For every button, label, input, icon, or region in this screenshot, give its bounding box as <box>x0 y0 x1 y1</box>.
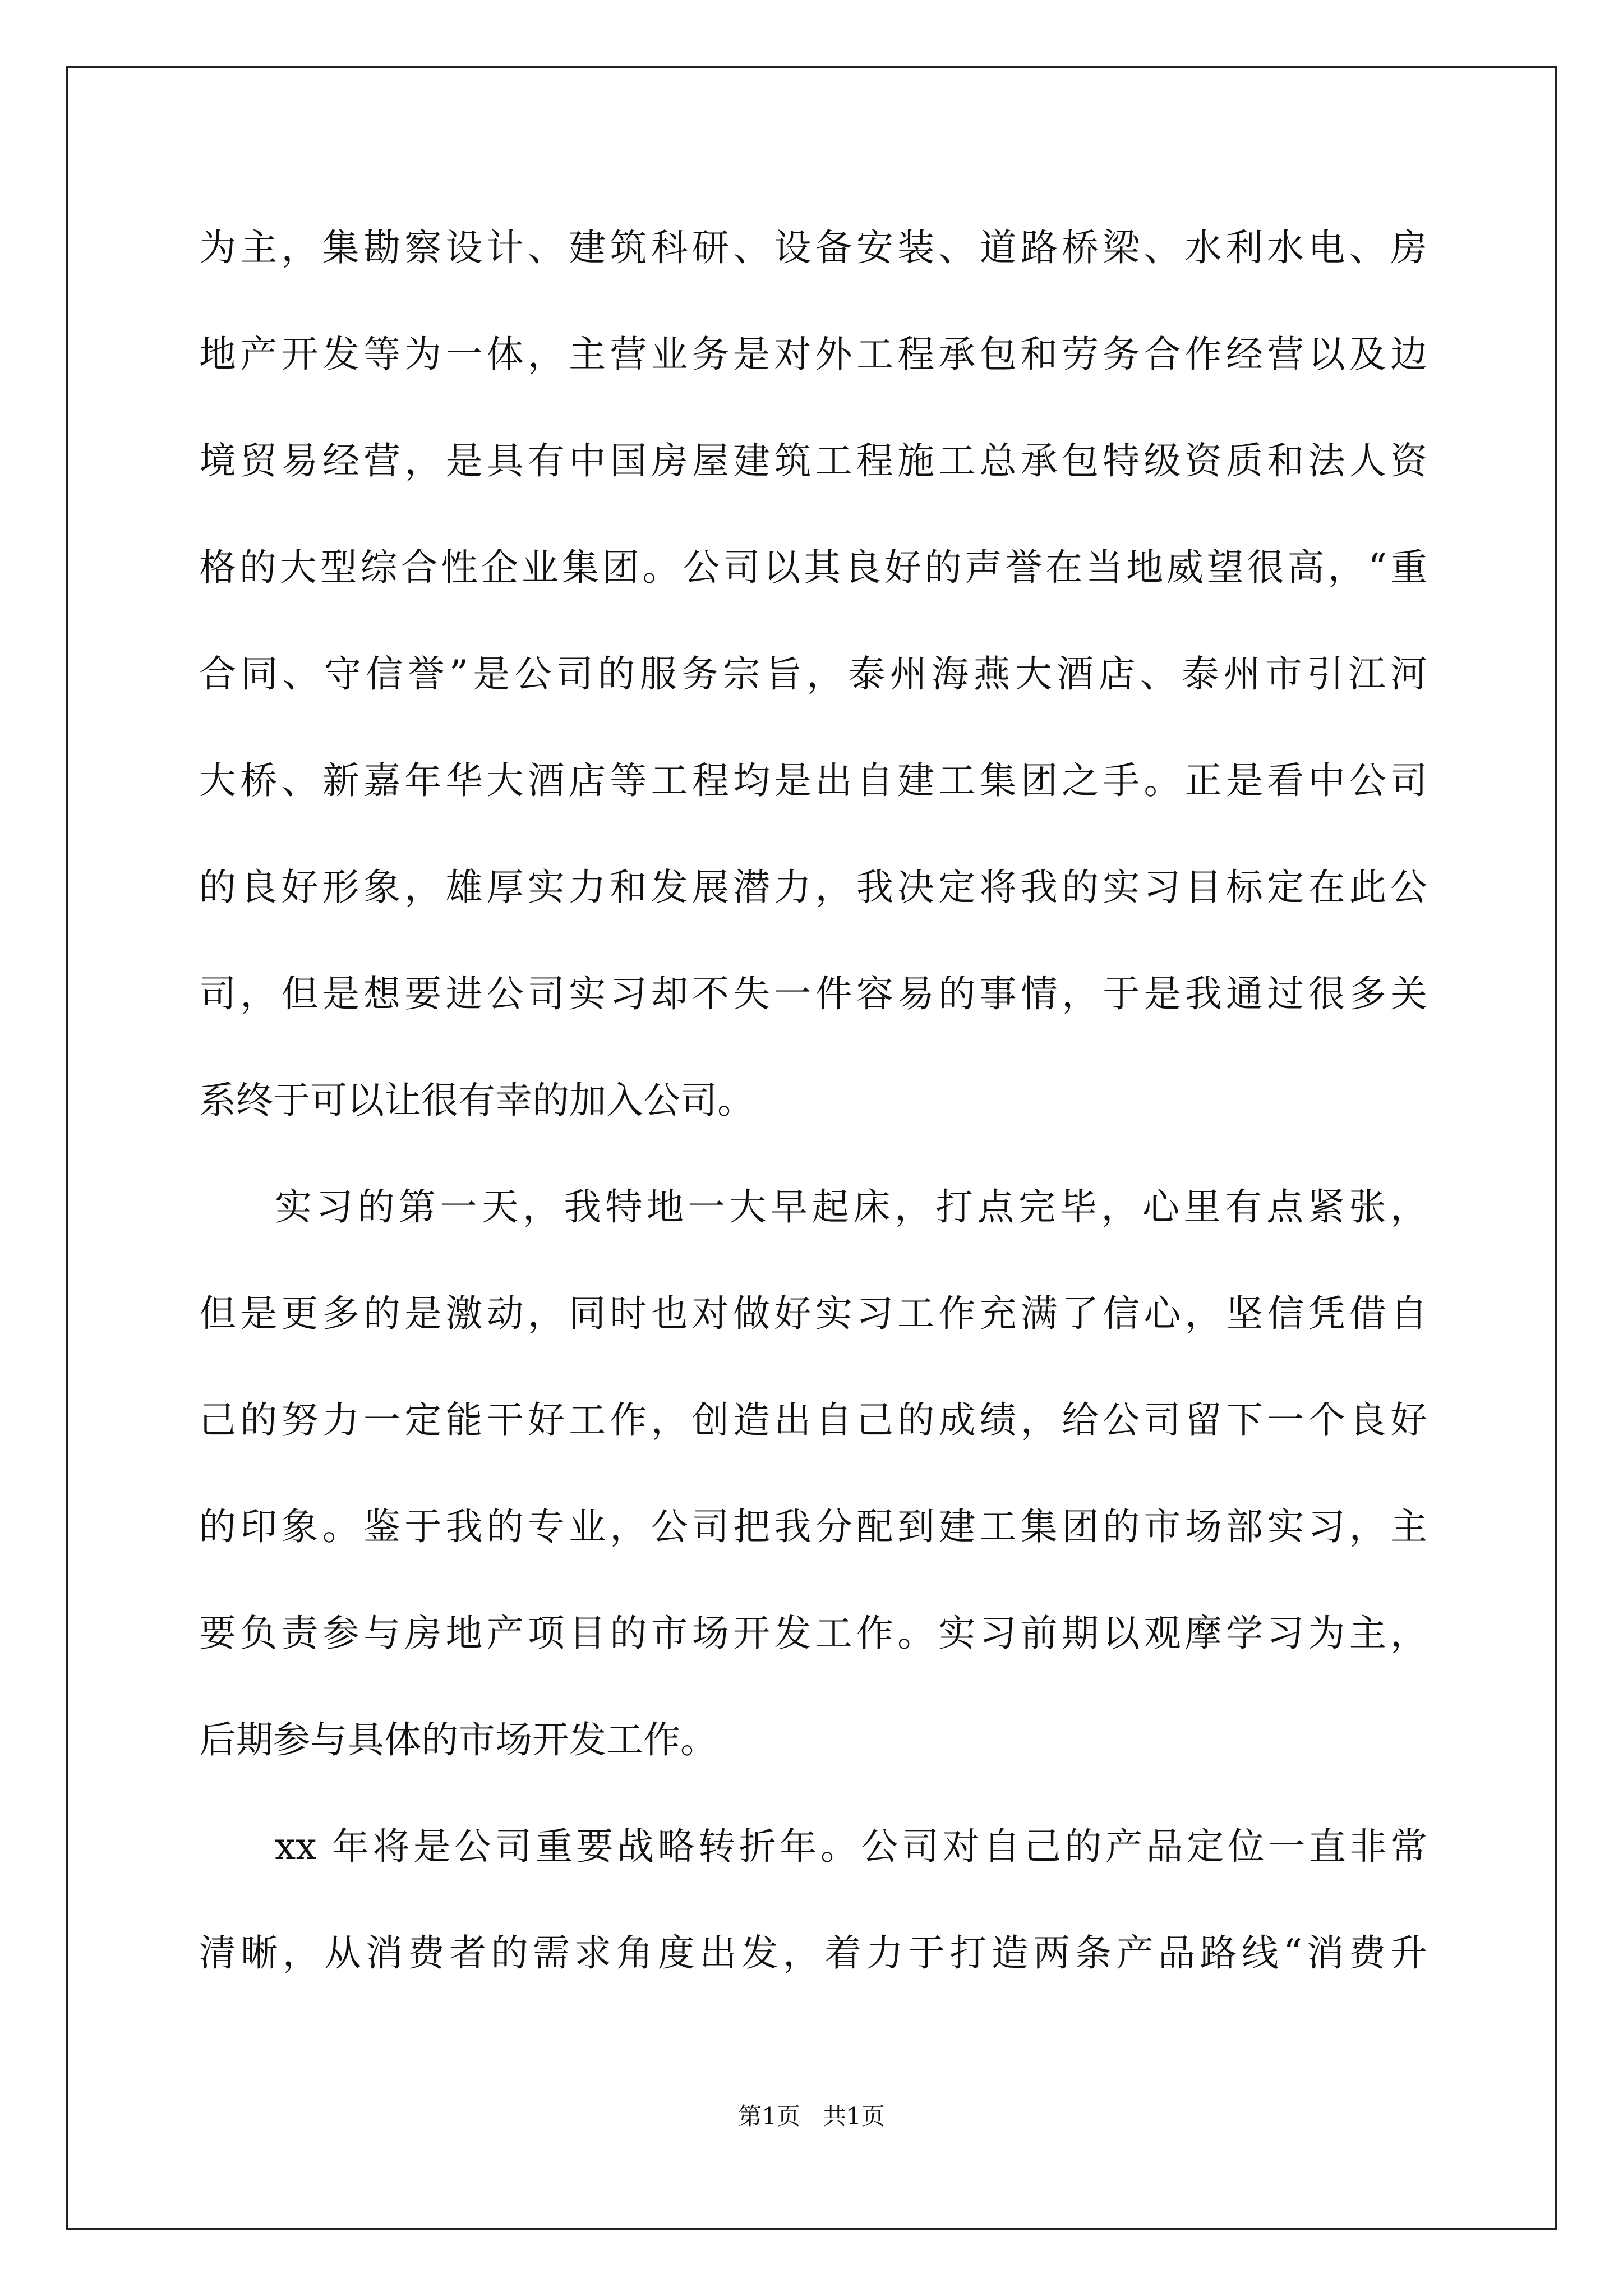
text-line: 地产开发等为一体，主营业务是对外工程承包和劳务合作经营以及边 <box>199 333 1427 376</box>
text-line: 系终于可以让很有幸的加入公司。 <box>199 1079 754 1122</box>
text-line: xx 年将是公司重要战略转折年。公司对自己的产品定位一直非常 <box>275 1825 1427 1868</box>
text-line: 合同、守信誉”是公司的服务宗旨，泰州海燕大酒店、泰州市引江河 <box>199 652 1427 696</box>
text-line: 司，但是想要进公司实习却不失一件容易的事情，于是我通过很多关 <box>199 972 1427 1015</box>
text-line: 但是更多的是激动，同时也对做好实习工作充满了信心，坚信凭借自 <box>199 1292 1427 1335</box>
text-line: 实习的第一天，我特地一大早起床，打点完毕，心里有点紧张， <box>275 1185 1427 1228</box>
page-footer: 第1页 共1页 <box>738 2102 885 2130</box>
text-line: 的良好形象，雄厚实力和发展潜力，我决定将我的实习目标定在此公 <box>199 866 1427 909</box>
text-line: 后期参与具体的市场开发工作。 <box>199 1718 717 1761</box>
text-line: 格的大型综合性企业集团。公司以其良好的声誉在当地威望很高，“重 <box>199 546 1427 589</box>
text-line: 清晰，从消费者的需求角度出发，着力于打造两条产品路线“消费升 <box>199 1931 1427 1975</box>
text-line: 要负责参与房地产项目的市场开发工作。实习前期以观摩学习为主， <box>199 1612 1427 1655</box>
page-border <box>66 66 1557 2230</box>
text-line: 境贸易经营，是具有中国房屋建筑工程施工总承包特级资质和法人资 <box>199 439 1427 482</box>
text-line: 大桥、新嘉年华大酒店等工程均是出自建工集团之手。正是看中公司 <box>199 759 1427 802</box>
text-line: 的印象。鉴于我的专业，公司把我分配到建工集团的市场部实习，主 <box>199 1505 1427 1548</box>
text-line: 为主，集勘察设计、建筑科研、设备安装、道路桥梁、水利水电、房 <box>199 226 1427 269</box>
text-line: 己的努力一定能干好工作，创造出自己的成绩，给公司留下一个良好 <box>199 1398 1427 1442</box>
